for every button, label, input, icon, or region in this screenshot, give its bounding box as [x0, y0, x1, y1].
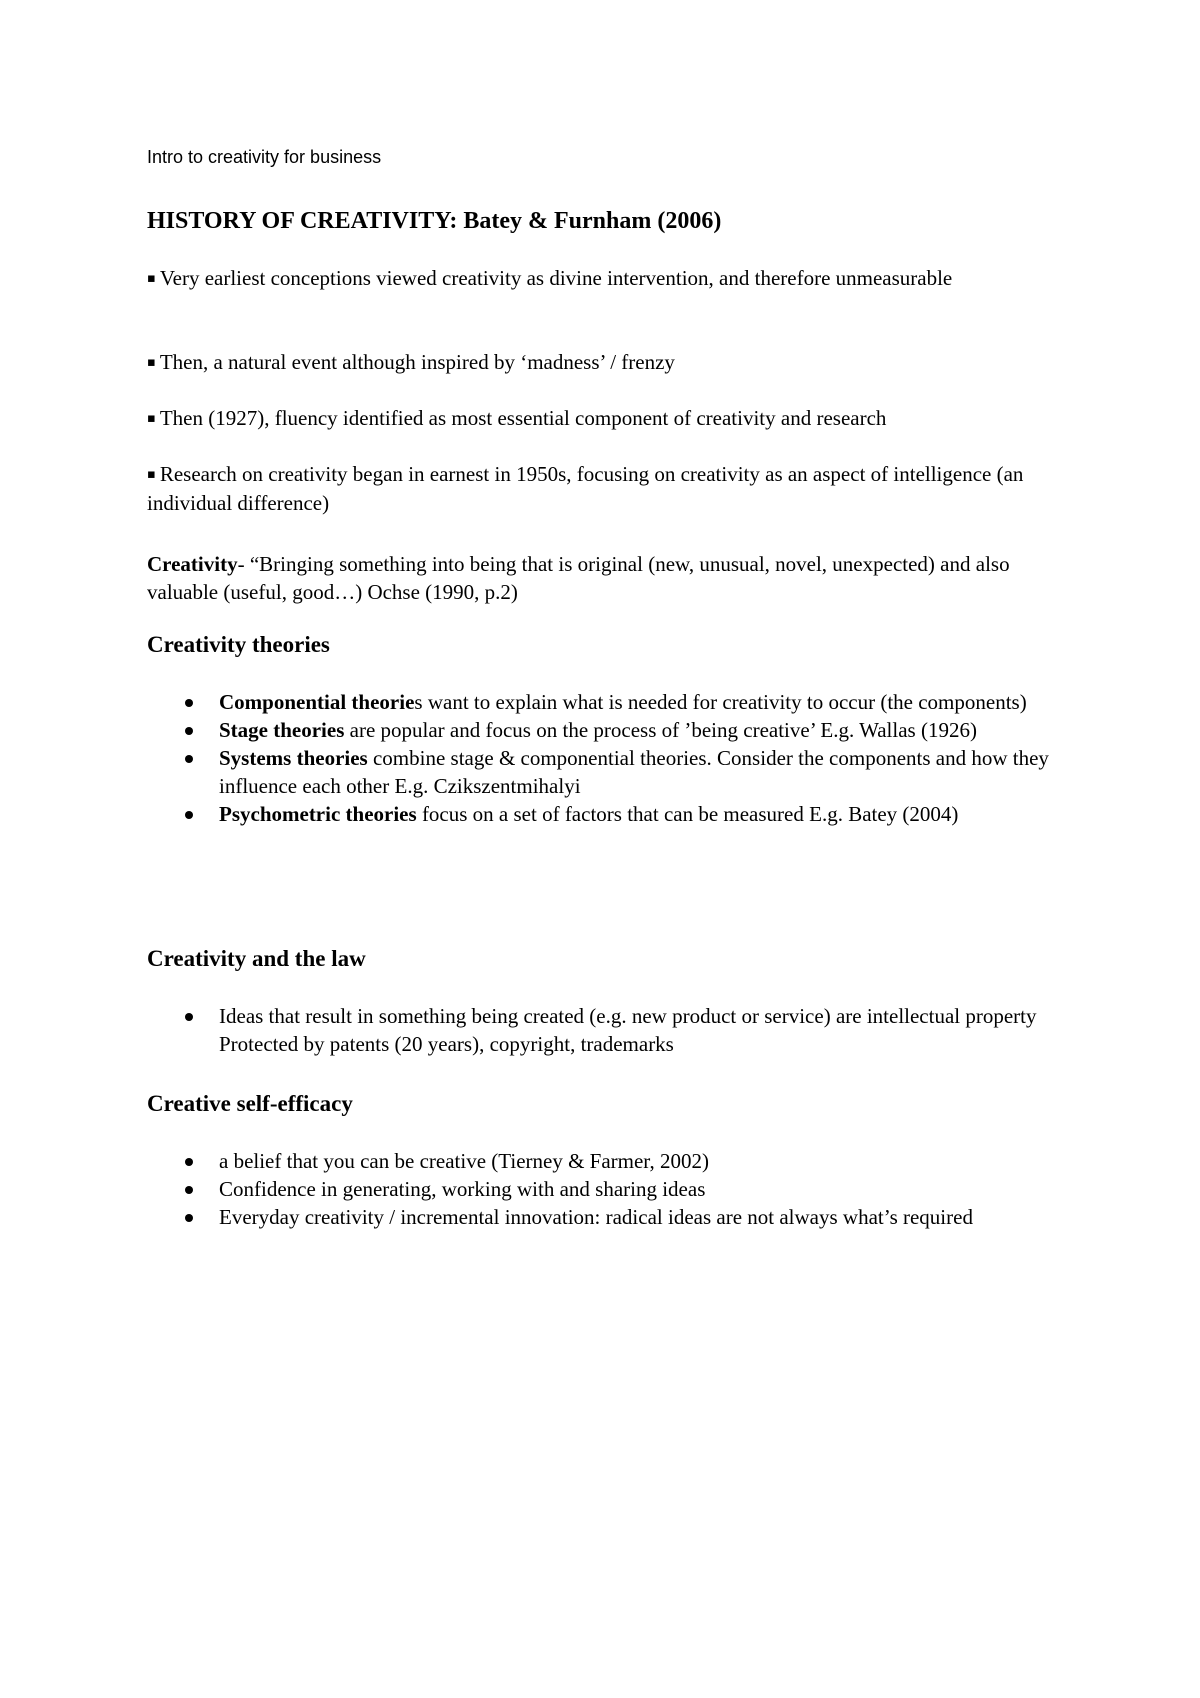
history-point-text: Very earliest conceptions viewed creativity as divine intervention, and therefore unmeasurable — [159, 266, 953, 290]
bullet-dot-icon — [185, 1013, 193, 1021]
law-text: Ideas that result in something being created (e.g. new product or service) are intellectual property Protected by patents (20 years), copyright, trademarks — [219, 1004, 1037, 1056]
self-efficacy-heading: Creative self-efficacy — [147, 1091, 353, 1116]
list-item — [147, 1175, 1077, 1203]
self-efficacy-text: Everyday creativity / incremental innovation: radical ideas are not always what’s required — [219, 1205, 973, 1229]
list-item — [147, 716, 1077, 744]
square-bullet-icon: ▪ — [147, 355, 156, 370]
definition-text: - “Bringing something into being that is original (new, unusual, novel, unexpected) and also valuable (useful, good…) Ochse (1990, p.2) — [147, 552, 1010, 604]
document-header: Intro to creativity for business — [147, 147, 382, 167]
list-item — [147, 744, 1077, 800]
list-item — [147, 800, 1077, 828]
theory-term: Componential theorie — [219, 690, 415, 714]
theory-term: Stage theories — [219, 718, 345, 742]
bullet-dot-icon — [185, 727, 193, 735]
bullet-dot-icon — [185, 755, 193, 763]
square-bullet-icon: ▪ — [147, 411, 156, 426]
bullet-dot-icon — [185, 1158, 193, 1166]
self-efficacy-list — [147, 1147, 1077, 1231]
law-list — [147, 1002, 1077, 1058]
bullet-dot-icon — [185, 811, 193, 819]
square-bullet-icon: ▪ — [147, 467, 156, 482]
square-bullet-icon: ▪ — [147, 271, 156, 286]
theory-text: focus on a set of factors that can be measured E.g. Batey (2004) — [416, 802, 959, 826]
history-point — [147, 404, 1077, 433]
definition-term: Creativity — [147, 552, 238, 576]
bullet-dot-icon — [185, 1214, 193, 1222]
law-heading: Creativity and the law — [147, 946, 366, 971]
theory-term: Systems theories — [219, 746, 368, 770]
history-point — [147, 348, 1077, 377]
history-point-text: Then (1927), fluency identified as most essential component of creativity and research — [159, 406, 887, 430]
self-efficacy-text: a belief that you can be creative (Tierney & Farmer, 2002) — [219, 1149, 709, 1173]
theory-term: Psychometric theories — [219, 802, 417, 826]
bullet-dot-icon — [185, 699, 193, 707]
history-point-text: Research on creativity began in earnest in 1950s, focusing on creativity as an aspect of intelligence (an individual difference) — [147, 462, 1024, 515]
theories-heading: Creativity theories — [147, 632, 330, 657]
list-item — [147, 1147, 1077, 1175]
list-item — [147, 1002, 1077, 1058]
history-point — [147, 460, 1077, 517]
theories-list — [147, 688, 1077, 828]
theory-text: are popular and focus on the process of ’being creative’ E.g. Wallas (1926) — [344, 718, 977, 742]
history-heading: HISTORY OF CREATIVITY: Batey & Furnham (2006) — [147, 208, 722, 234]
self-efficacy-text: Confidence in generating, working with and sharing ideas — [219, 1177, 706, 1201]
theory-text: s want to explain what is needed for creativity to occur (the components) — [414, 690, 1027, 714]
bullet-dot-icon — [185, 1186, 193, 1194]
history-point-text: Then, a natural event although inspired by ‘madness’ / frenzy — [159, 350, 675, 374]
history-point — [147, 264, 1077, 293]
theory-text: combine stage & componential theories. Consider the components and how they influence each other E.g. Czikszentmihalyi — [219, 746, 1049, 798]
list-item — [147, 688, 1077, 716]
creativity-definition — [147, 550, 1077, 606]
list-item — [147, 1203, 1077, 1231]
